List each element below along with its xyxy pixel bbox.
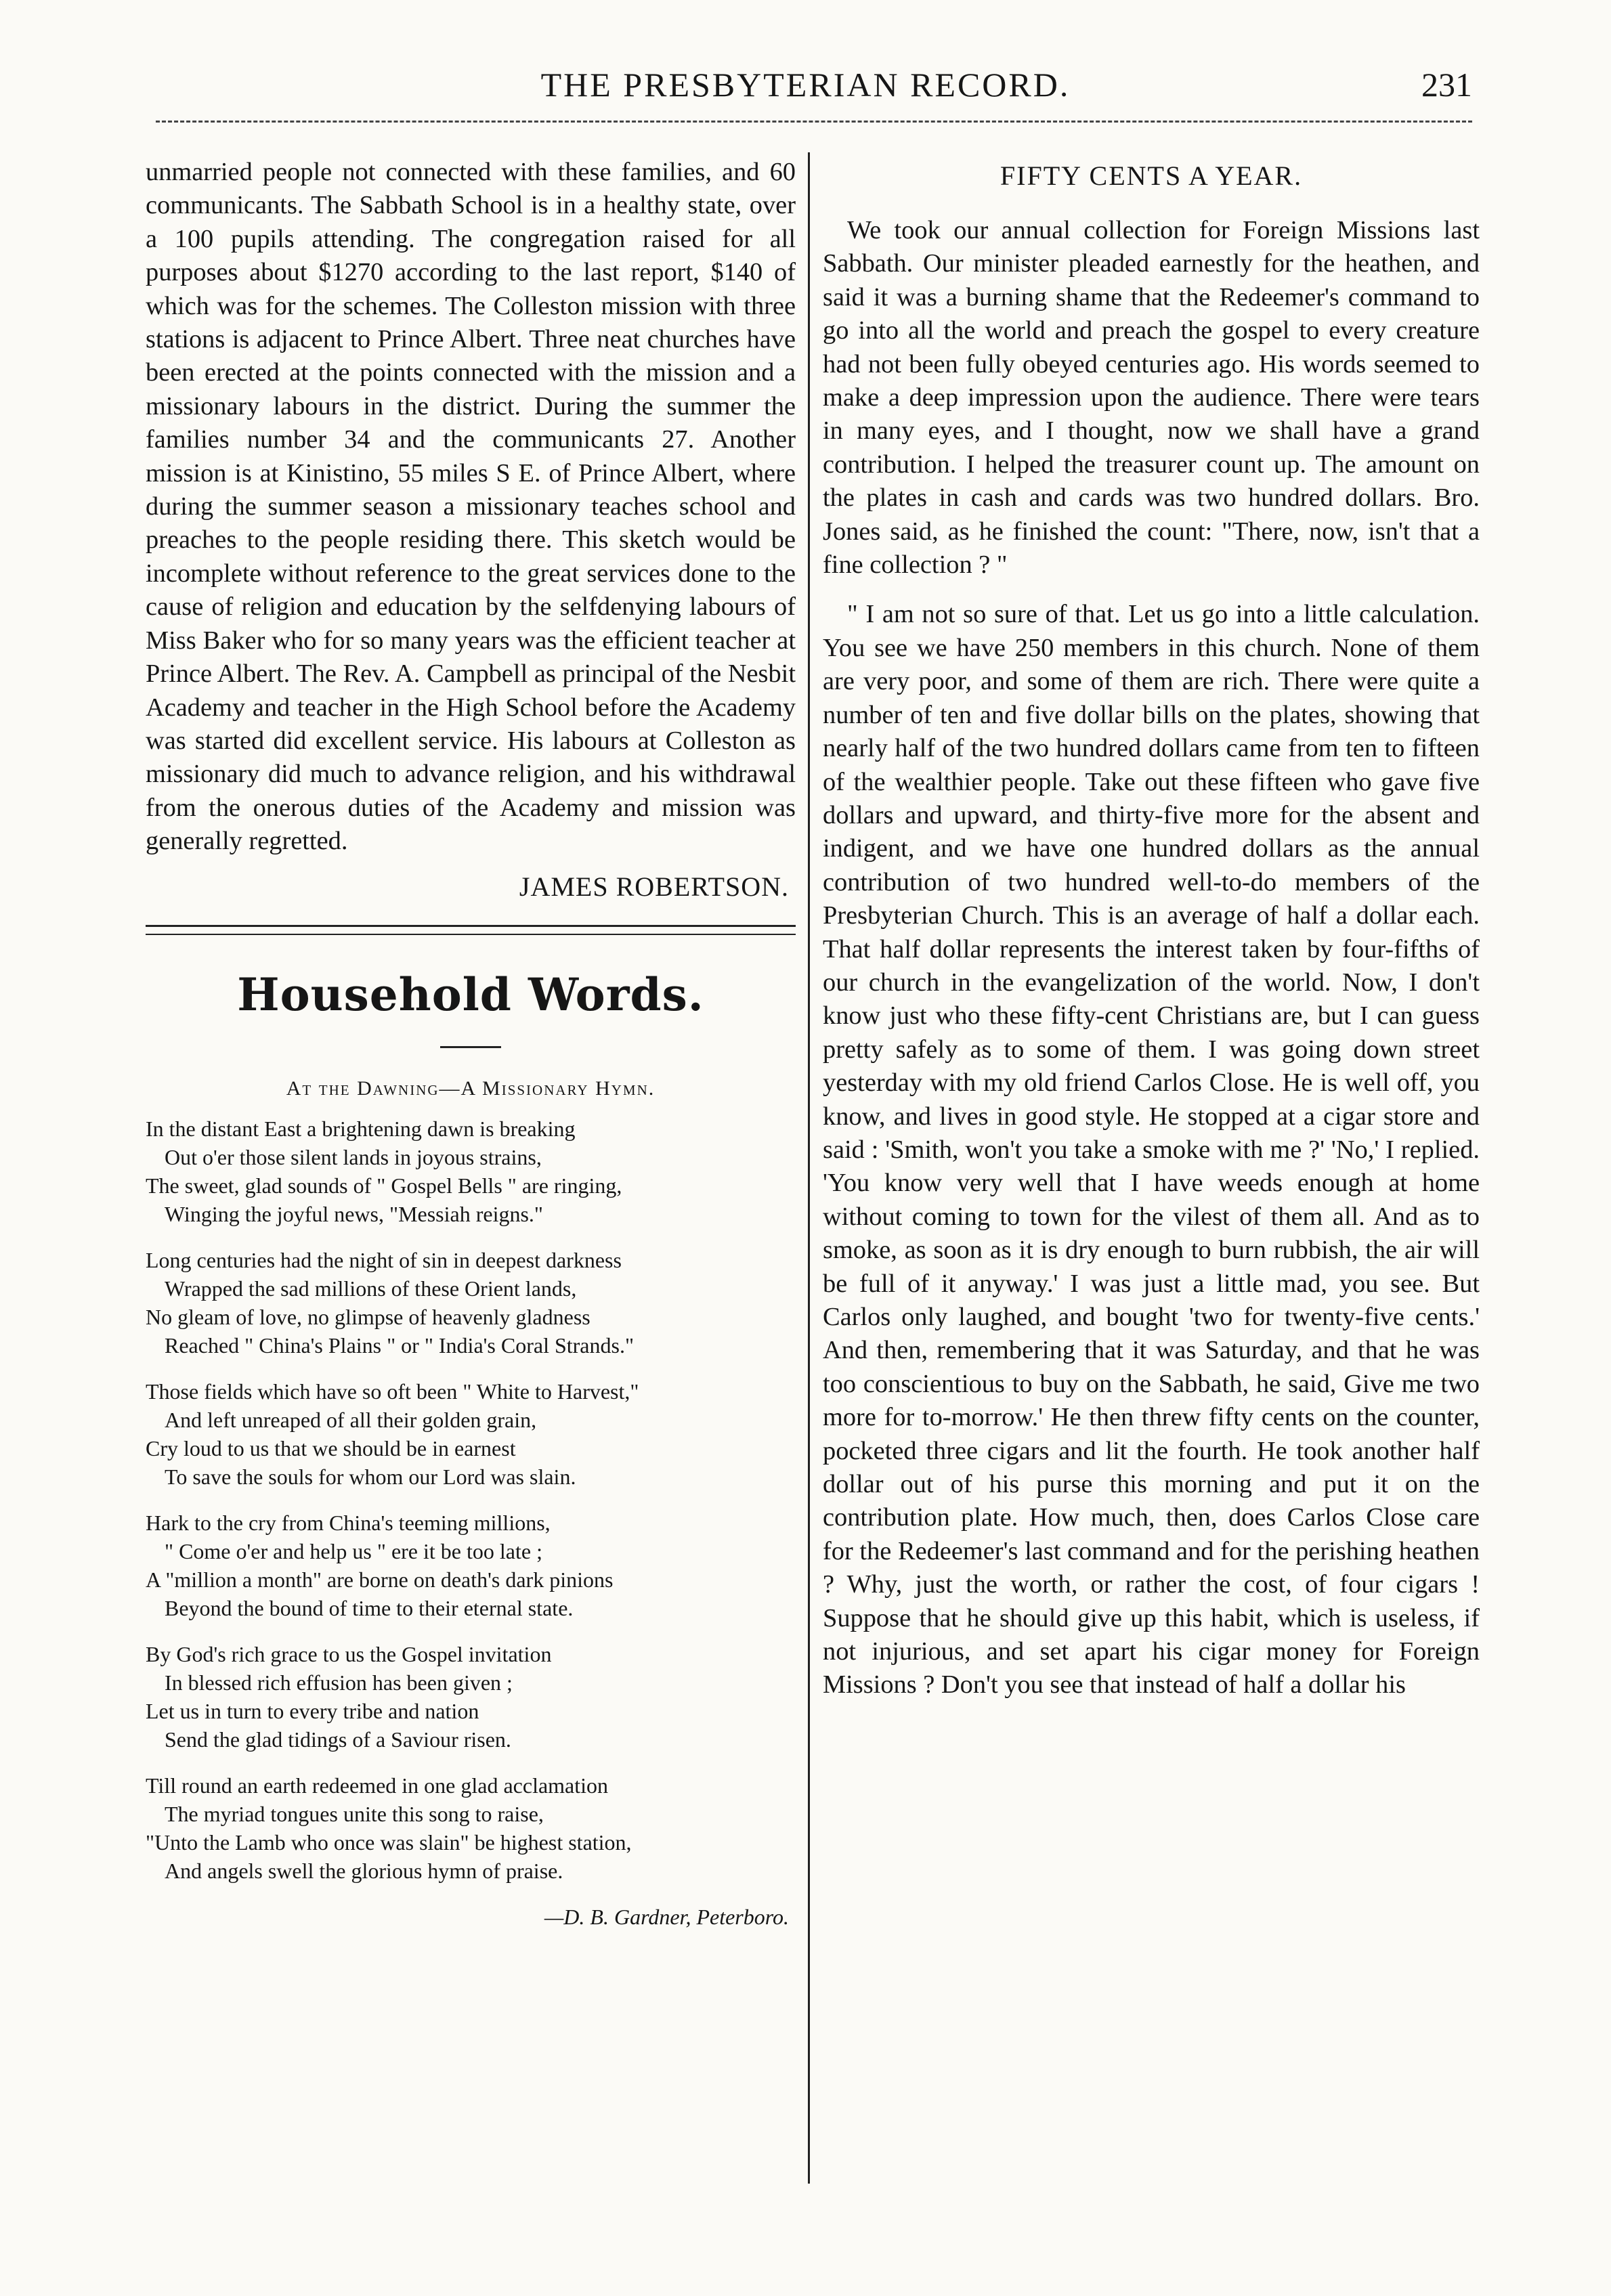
- hymn-line: Wrapped the sad millions of these Orient lands,: [165, 1276, 577, 1301]
- hymn-line: To save the souls for whom our Lord was slain.: [165, 1464, 576, 1489]
- hymn-stanza: [146, 1509, 796, 1622]
- section-divider: [146, 925, 796, 935]
- hymn-line: Those fields which have so oft been " White to Harvest,": [146, 1379, 639, 1404]
- page-number: 231: [1421, 66, 1472, 104]
- hymn-line: A "million a month" are borne on death's dark pinions: [146, 1567, 614, 1592]
- hymn-line: The sweet, glad sounds of " Gospel Bells " are ringing,: [146, 1173, 622, 1198]
- hymn-title: At the Dawning—A Missionary Hymn.: [286, 1077, 656, 1100]
- hymn-credit: —D. B. Gardner, Peterboro.: [544, 1904, 789, 1929]
- hymn-line: Out o'er those silent lands in joyous strains,: [165, 1144, 542, 1169]
- page-title: THE PRESBYTERIAN RECORD.: [540, 66, 1071, 104]
- hymn-line: Beyond the bound of time to their eternal state.: [165, 1595, 574, 1620]
- article-paragraph: " I am not so sure of that. Let us go into a little calculation. You see we have 250 members in this church. None of them are very poor, and some of them are rich. There were quite a number of ten and five dollar bills on the plates, showing that nearly half of the two hundred dollars came from ten to fifteen of the wealthier people. Take out these fifteen who gave five dollars and upward, and thirty-five more for the absent and indigent, and we have one hundred dollars as the annual contribution of two hundred well-to-do members of the Presbyterian Church. This is an average of half a dollar each. That half dollar represents the interest taken by four-fifths of our church in the evangelization of the world. Now, I don't know just who these fifty-cent Christians are, but I can guess pretty safely as to some of them. I was going down street yesterday with my old friend Carlos Close. He is well off, you know, and lives in good style. He stopped at a cigar store and said : 'Smith, won't you take a smoke with me ?' 'No,' I replied. 'You know very well that I have weeds enough at home without coming to town for the vilest of them all. And as to smoke, as soon as it is dry enough to burn rubbish, the air will be full of it anyway.' I was just a little mad, you see. But Carlos only laughed, and bought 'two for twenty-five cents.' And then, remembering that it was Saturday, and that he was too conscientious to buy on the Sabbath, he said, Give me two more for to-morrow.' He then threw fifty cents on the counter, pocketed three cigars and lit the fourth. He took another half dollar out of his purse this morning and put it on the contribution plate. How much, then, does Carlos Close care for the Redeemer's last command and for the perishing heathen ? Why, just the worth, or rather the cost, of four cigars ! Suppose that he should give up this habit, which is useless, if not injurious, and set apart his cigar money for Foreign Missions ? Don't you see that instead of half a dollar his: [823, 600, 1480, 1699]
- hymn-line: In blessed rich effusion has been given ;: [165, 1670, 513, 1695]
- hymn-stanza: [146, 1640, 796, 1754]
- hymn-line: Let us in turn to every tribe and nation: [146, 1698, 479, 1723]
- section-heading: Household Words.: [237, 968, 704, 1021]
- short-divider: [440, 1046, 501, 1048]
- hymn-line: The myriad tongues unite this song to raise,: [165, 1801, 544, 1826]
- right-column: [823, 156, 1480, 1718]
- article-heading: FIFTY CENTS A YEAR.: [1000, 160, 1303, 191]
- page-header: [0, 64, 1611, 112]
- hymn-line: " Come o'er and help us " ere it be too late ;: [165, 1538, 542, 1563]
- hymn-line: Long centuries had the night of sin in deepest darkness: [146, 1247, 622, 1272]
- hymn-line: Reached " China's Plains " or " India's Coral Strands.": [165, 1333, 635, 1358]
- hymn-stanza: [146, 1246, 796, 1360]
- hymn-body: [146, 1114, 796, 1885]
- column-divider: [808, 152, 810, 2184]
- hymn-line: No gleam of love, no glimpse of heavenly gladness: [146, 1304, 590, 1329]
- header-rule: [156, 121, 1472, 123]
- hymn-stanza: [146, 1771, 796, 1885]
- mission-report-text: unmarried people not connected with these families, and 60 communicants. The Sabbath School is in a healthy state, over a 100 pupils attending. The congregation raised for all purposes about $1270 according to the last report, $140 of which was for the schemes. The Colleston mission with three stations is adjacent to Prince Albert. Three neat churches have been erected at the points connected with the mission and a missionary labours in the district. During the summer the families number 34 and the communicants 27. Another mission is at Kinistino, 55 miles S E. of Prince Albert, where during the summer season a missionary teaches school and preaches to the people residing there. This sketch would be incomplete without reference to the great services done to the cause of religion and education by the selfdenying labours of Miss Baker who for so many years was the efficient teacher at Prince Albert. The Rev. A. Campbell as principal of the Nesbit Academy and teacher in the High School before the Academy was started did excellent service. His labours at Colleston as missionary did much to advance religion, and his withdrawal from the onerous duties of the Academy and mission was generally regretted.: [146, 158, 796, 856]
- article-paragraph: We took our annual collection for Foreign Missions last Sabbath. Our minister pleaded earnestly for the heathen, and said it was a burning shame that the Redeemer's command to go into all the world and preach the gospel to every creature had not been fully obeyed centuries ago. His words seemed to make a deep impression upon the audience. There were tears in many eyes, and I thought, now we shall have a grand contribution. I helped the treasurer count up. The amount on the plates in cash and cards was two hundred dollars. Bro. Jones said, as he finished the count: "There, now, isn't that a fine collection ? ": [823, 216, 1480, 580]
- hymn-stanza: [146, 1114, 796, 1228]
- article-body: [823, 214, 1480, 1702]
- hymn-stanza: [146, 1377, 796, 1491]
- hymn-line: By God's rich grace to us the Gospel invitation: [146, 1641, 552, 1666]
- hymn-line: Winging the joyful news, "Messiah reigns.": [165, 1201, 543, 1226]
- hymn-line: Cry loud to us that we should be in earnest: [146, 1435, 516, 1460]
- hymn-line: And angels swell the glorious hymn of praise.: [165, 1858, 563, 1883]
- hymn-line: In the distant East a brightening dawn is breaking: [146, 1116, 576, 1141]
- author-signature: JAMES ROBERTSON.: [519, 871, 789, 902]
- hymn-line: Send the glad tidings of a Saviour risen.: [165, 1727, 511, 1752]
- hymn-line: Hark to the cry from China's teeming millions,: [146, 1510, 551, 1535]
- hymn-line: Till round an earth redeemed in one glad acclamation: [146, 1773, 609, 1798]
- hymn-line: "Unto the Lamb who once was slain" be highest station,: [146, 1829, 632, 1855]
- hymn-line: And left unreaped of all their golden grain,: [165, 1407, 537, 1432]
- left-column: [146, 156, 796, 1931]
